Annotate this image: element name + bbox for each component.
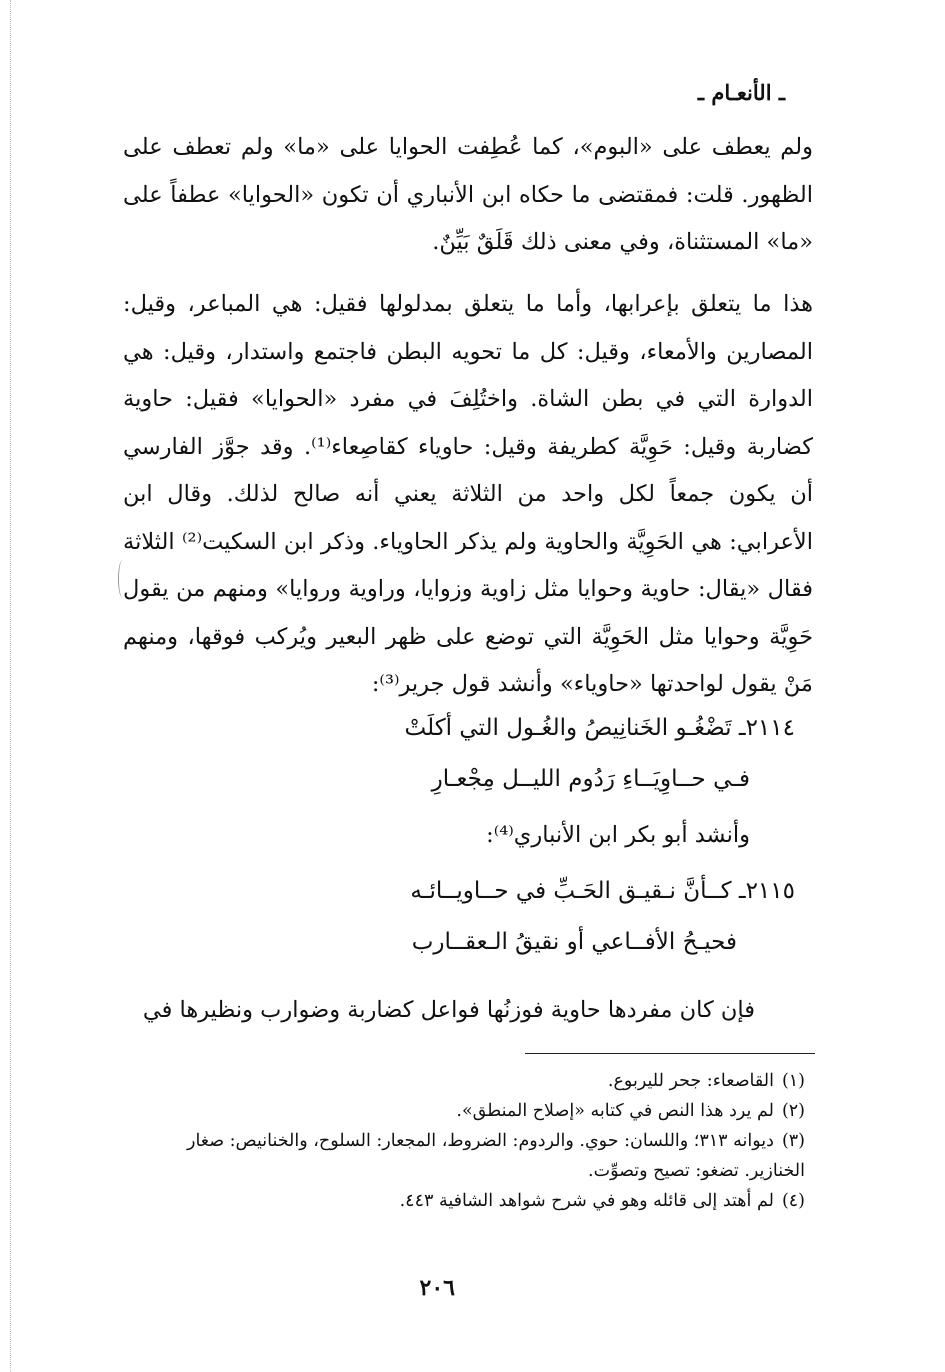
footnote-1 [125,1066,805,1096]
footnote-separator [525,1053,815,1054]
footnote-text: لم أهتد إلى قائله وهو في شرح شواهد الشافية ٤٤٣. [399,1191,774,1211]
paragraph-1: ولم يعطف على «البوم»، كما عُطِفت الحوايا على «ما» ولم تعطف على الظهور. قلت: فمقتضى ما حكاه ابن الأنباري أن تكون «الحوايا» عطفاً على «ما» المستثناة، وفي معنى ذلك قَلَقٌ بَيِّنٌ. [123,134,813,255]
footnote-number: (٤) [781,1191,805,1211]
verse-2115-first-hemistich: ٢١١٥ـ كــأنَّ نـقيـق الحَـبِّ في حــاويــائـه [410,878,795,904]
running-head: ـ الأنعـام ـ [697,80,785,105]
footnote-4 [125,1186,805,1216]
footnotes [125,1066,805,1216]
footnote-text: القاصعاء: جحر لليربوع. [607,1071,774,1091]
verse-2114-first-hemistich: ٢١١٤ـ تَضْغُـو الخَنانِيصُ والغُـول التي أكلَتْ [404,715,795,741]
footnote-text: ديوانه ٣١٣؛ واللسان: حوي. والردوم: الضروط، المجعار: السلوح، والخنانيص: صغار الخنازير. تضغو: تصيح وتصوِّت. [187,1131,805,1181]
footnote-2 [125,1096,805,1126]
scan-edge [10,0,11,1372]
verse-2115-second-hemistich: فحيـحُ الأفــاعي أو نقيقُ الـعقــارب [411,929,737,955]
footnote-number: (٣) [781,1131,805,1151]
page-number: ٢٠٦ [419,1275,455,1301]
paragraph-3: فإن كان مفردها حاوية فوزنُها فواعل كضاربة وضوارب ونظيرها في [142,997,755,1023]
footnote-number: (٢) [781,1101,805,1121]
verse-2114-second-hemistich: فـي حــاوِيَــاءِ رَدُوم الليــل مِجْعـارِ [431,766,750,792]
paragraph-2: هذا ما يتعلق بإعرابها، وأما ما يتعلق بمدلولها فقيل: هي المباعر، وقيل: المصارين والأمعاء، وقيل: كل ما تحويه البطن فاجتمع واستدار، وقيل: هي الدوارة التي في بطن الشاة. واختُلِفَ في مفرد «الحوايا» فقيل: حاوية كضاربة وقيل: حَوِيَّة كطريفة وقيل: حاوياء كقاصِعاء⁽¹⁾. وقد جوَّز الفارسي أن يكون جمعاً لكل واحد من الثلاثة يعني أنه صالح لذلك. وقال ابن الأعرابي: هي الحَوِيَّة والحاوية ولم يذكر الحاوياء. وذكر ابن السكيت⁽²⁾ الثلاثة فقال «يقال: حاوية وحوايا مثل زاوية وزوايا، وراوية وروايا» ومنهم من يقول حَوِيَّة وحوايا مثل الحَوِيَّة التي توضع على ظهر البعير ويُركب فوقها، ومنهم مَنْ يقول لواحدتها «حاوياء» وأنشد قول جرير⁽³⁾: [123,291,814,697]
verse-intro-line: وأنشد أبو بكر ابن الأنباري⁽⁴⁾: [486,822,750,848]
footnote-number: (١) [781,1071,805,1091]
footnote-3 [125,1126,805,1186]
footnote-text: لم يرد هذا النص في كتابه «إصلاح المنطق». [456,1101,774,1121]
